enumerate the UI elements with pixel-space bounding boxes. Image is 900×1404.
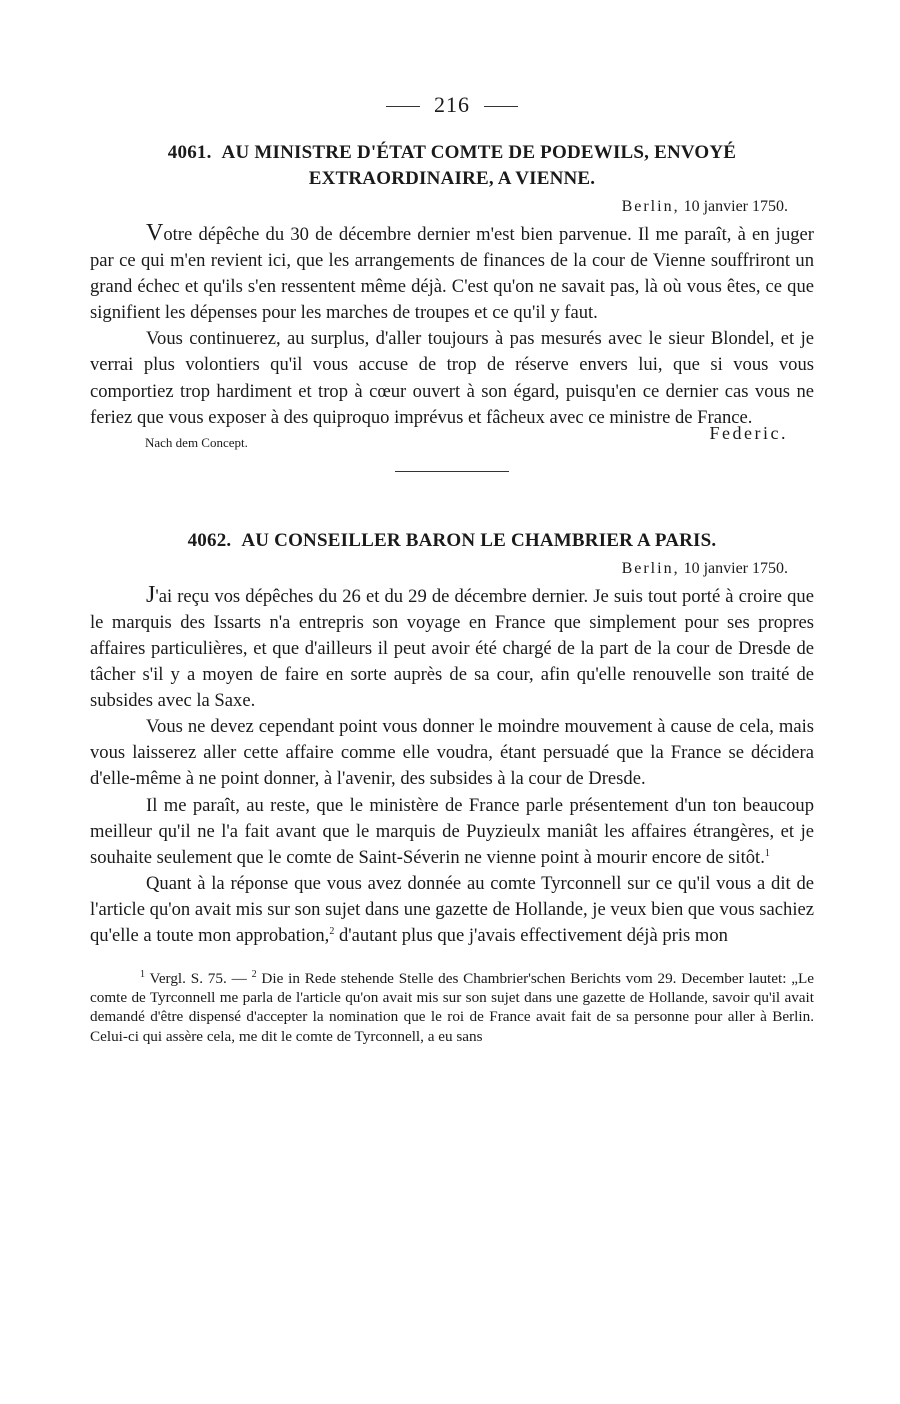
source-note: Nach dem Concept.	[145, 434, 248, 450]
footnote	[90, 969, 814, 1046]
letter-4062	[90, 528, 814, 949]
paragraph	[90, 582, 814, 714]
letter-heading-text: AU MINISTRE D'ÉTAT COMTE DE PODEWILS, ENVOYÉ EXTRAORDINAIRE, A VIENNE.	[221, 142, 737, 189]
book-page	[90, 92, 814, 1046]
footnote-marker[interactable]: 2	[329, 925, 335, 937]
dateline-place: Berlin,	[621, 559, 680, 577]
footnote-mark: 1	[140, 969, 145, 980]
paragraph-text: 'ai reçu vos dépêches du 26 et du 29 de décembre dernier. Je suis tout porté à croire que le marquis des Issarts n'a entrepris son voyage en France que simplement pour ses propres affaires particulières, et que d'ailleurs il peut avoir été chargé de la part de la cour de Dresde de tâcher s'il y a moyen de faire en sorte auprès de sa cour, afin qu'elle renouvelle son traité de subsides avec la Saxe.	[90, 585, 814, 712]
paragraph	[90, 220, 814, 326]
footnote-marker[interactable]: 1	[764, 847, 770, 859]
signature-row	[90, 422, 814, 457]
dateline-date: 10 janvier 1750.	[683, 559, 788, 577]
paragraph-text: Quant à la réponse que vous avez donnée au comte Tyrconnell sur ce qu'il vous a dit de l'article qu'on avait mis sur son sujet dans une gazette de Hollande, je veux bien que vous sachiez qu'elle a toute mon approbation,	[90, 872, 814, 946]
paragraph-text: Il me paraît, au reste, que le ministère de France parle présentement d'un ton beaucoup meilleur qu'il ne l'a fait avant que le marquis de Puyzieulx maniât les affaires étrangères, et je souhaite seulement que le comte de Saint-Séverin ne vienne point à mourir encore de sitôt.	[90, 794, 814, 868]
footnote-mark: 2	[251, 969, 257, 980]
dateline	[90, 560, 788, 578]
letter-heading-text: AU CONSEILLER BARON LE CHAMBRIER A PARIS.	[241, 529, 717, 551]
initial-letter: V	[146, 220, 164, 246]
dateline-date: 10 janvier 1750.	[683, 198, 788, 215]
paragraph	[90, 871, 814, 949]
page-number-dash-right	[484, 106, 518, 107]
dateline-place: Berlin,	[621, 198, 680, 215]
paragraph: Vous continuerez, au surplus, d'aller toujours à pas mesurés avec le sieur Blondel, et je verrai plus volontiers qu'il vous accuse de trop de réserve envers lui, que si vous vous comportiez trop hardiment et trop à cœur ouvert à son égard, puisqu'en ce dernier cas vous ne feriez que vous exposer à des quiproquo imprévus et fâcheux avec ce ministre de France.	[90, 328, 814, 428]
footnote-text: Die in Rede stehende Stelle des Chambrier'schen Berichts vom 29. December lautet: „Le comte de Tyrconnell me parla de l'article qu'on avait mis sur son sujet dans une gazette de Hollande, savoir qu'il avait demandé d'être dispensé d'accepter la nomination que le roi de France avait fait de sa personne pour aller à Berlin. Celui-ci qui assère cela, me dit le comte de Tyrconnell, a eu sans	[90, 970, 814, 1045]
page-number-text: 216	[434, 92, 470, 117]
letter-number: 4062.	[187, 529, 232, 551]
signature: Federic.	[709, 422, 788, 443]
letter-number: 4061.	[167, 142, 212, 163]
paragraph	[90, 793, 814, 871]
initial-letter: J	[146, 581, 156, 608]
section-divider	[395, 471, 509, 472]
footnote-text: Vergl. S. 75. —	[145, 970, 252, 988]
letter-heading	[90, 140, 814, 192]
paragraph-text: otre dépêche du 30 de décembre dernier m'est bien parvenue. Il me paraît, à en juger par ce qui m'en revient ici, que les arrangements de finances de la cour de Vienne souffriront un grand échec et qu'ils s'en ressentent même déjà. C'est qu'on ne savait pas, là où vous êtes, ce que signifient les dépenses pour les marches de troupes et ce qu'il y faut.	[90, 224, 814, 324]
page-number-dash-left	[386, 106, 420, 107]
paragraph: Vous ne devez cependant point vous donner le moindre mouvement à cause de cela, mais vous laisserez aller cette affaire comme elle voudra, étant persuadé que la France se décidera d'elle-même à ne point donner, à l'avenir, des subsides à la cour de Dresde.	[90, 716, 814, 790]
paragraph-text: d'autant plus que j'avais effectivement déjà pris mon	[334, 924, 728, 946]
page-number	[90, 92, 814, 118]
letter-heading	[90, 528, 814, 554]
dateline	[90, 198, 788, 216]
letter-4061	[90, 140, 814, 472]
footnotes	[90, 969, 814, 1046]
